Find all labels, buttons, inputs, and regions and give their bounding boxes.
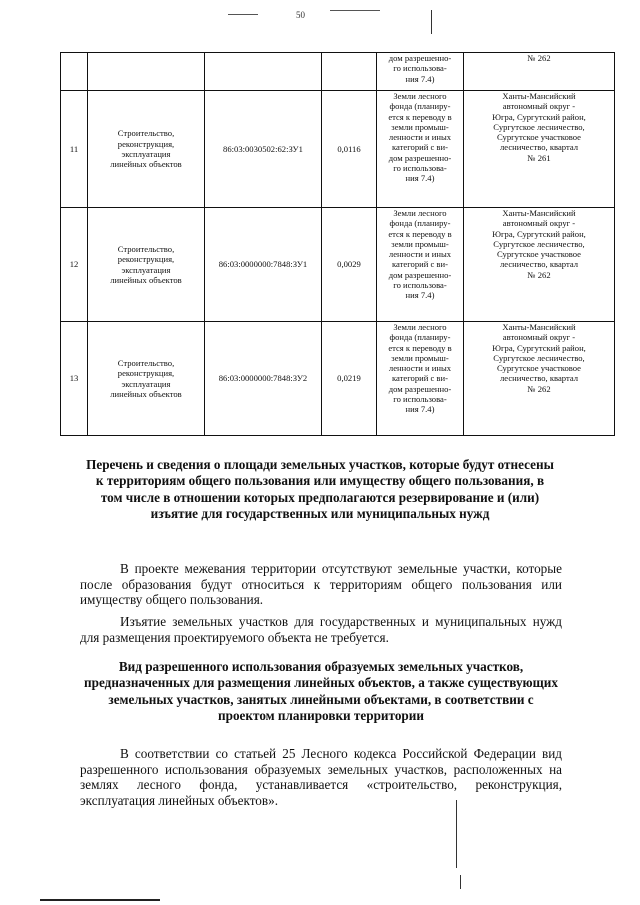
cell-location: № 262 [464, 53, 615, 91]
cell-cadastral [205, 53, 322, 91]
margin-mark [431, 10, 432, 34]
cell-num: 13 [61, 322, 88, 436]
cell-purpose: Строительство, реконструкция, эксплуатация линейных объектов [88, 208, 205, 322]
cell-num [61, 53, 88, 91]
cell-area: 0,0116 [322, 91, 377, 208]
land-plots-table [60, 52, 615, 436]
scan-artifact [228, 14, 258, 15]
section-heading-common-use: Перечень и сведения о площади земельных участков, которые будут отнесены к территориям общего пользования или имуществу общего пользования, в том числе в отношении которых предполагаются резервирование и (или) изъятие для государственных или муниципальных нужд [86, 457, 554, 521]
section-heading-permitted-use: Вид разрешенного использования образуемых земельных участков, предназначенных для размещения линейных объектов, а также существующих земельных участков, занятых линейными объектами, в соответствии с проектом планировки территории [84, 659, 558, 723]
cell-purpose: Строительство, реконструкция, эксплуатация линейных объектов [88, 322, 205, 436]
cell-num: 12 [61, 208, 88, 322]
cell-category: Земли лесного фонда (планиру- ется к переводу в земли промыш- ленности и иных категорий с ви- дом разрешенно- го использова- ния 7.4) [377, 208, 464, 322]
cell-area: 0,0029 [322, 208, 377, 322]
table-row [61, 322, 615, 436]
cell-cadastral: 86:03:0030502:62:ЗУ1 [205, 91, 322, 208]
cell-cadastral: 86:03:0000000:7848:ЗУ1 [205, 208, 322, 322]
cell-purpose [88, 53, 205, 91]
cell-cadastral: 86:03:0000000:7848:ЗУ2 [205, 322, 322, 436]
paragraph-text: Изъятие земельных участков для государственных и муниципальных нужд для размещения проектируемого объекта не требуется. [80, 614, 562, 645]
cell-location: Ханты-Мансийский автономный округ - Югра, Сургутский район, Сургутское лесничество, Сургутское участковое лесничество, квартал № 262 [464, 208, 615, 322]
paragraph-no-withdrawal [80, 614, 562, 645]
table-row-continued [61, 53, 615, 91]
cell-area [322, 53, 377, 91]
paragraph-text: В соответствии со статьей 25 Лесного кодекса Российской Федерации вид разрешенного использования образуемых земельных участков, расположенных на землях лесного фонда, устанавливается «строительство, реконструкция, эксплуатация линейных объектов». [80, 746, 562, 808]
cell-location: Ханты-Мансийский автономный округ - Югра, Сургутский район, Сургутское лесничество, Сургутское участковое лесничество, квартал № 261 [464, 91, 615, 208]
paragraph-text: В проекте межевания территории отсутствуют земельные участки, которые после образования будут относиться к территориям общего пользования или имуществу общего пользования. [80, 561, 562, 608]
cell-category: Земли лесного фонда (планиру- ется к переводу в земли промыш- ленности и иных категорий с ви- дом разрешенно- го использова- ния 7.4) [377, 91, 464, 208]
scan-artifact [330, 10, 380, 11]
page-number: 50 [296, 10, 305, 20]
cell-num: 11 [61, 91, 88, 208]
cell-area: 0,0219 [322, 322, 377, 436]
table-row [61, 208, 615, 322]
paragraph-forest-code [80, 746, 562, 808]
paragraph-no-common-plots [80, 561, 562, 608]
cell-purpose: Строительство, реконструкция, эксплуатация линейных объектов [88, 91, 205, 208]
margin-mark [460, 875, 461, 889]
table-row [61, 91, 615, 208]
bottom-rule [40, 899, 160, 901]
cell-category: Земли лесного фонда (планиру- ется к переводу в земли промыш- ленности и иных категорий с ви- дом разрешенно- го использова- ния 7.4) [377, 322, 464, 436]
margin-mark [456, 800, 457, 868]
cell-location: Ханты-Мансийский автономный округ - Югра, Сургутский район, Сургутское лесничество, Сургутское участковое лесничество, квартал № 262 [464, 322, 615, 436]
cell-category: дом разрешенно- го использова- ния 7.4) [377, 53, 464, 91]
